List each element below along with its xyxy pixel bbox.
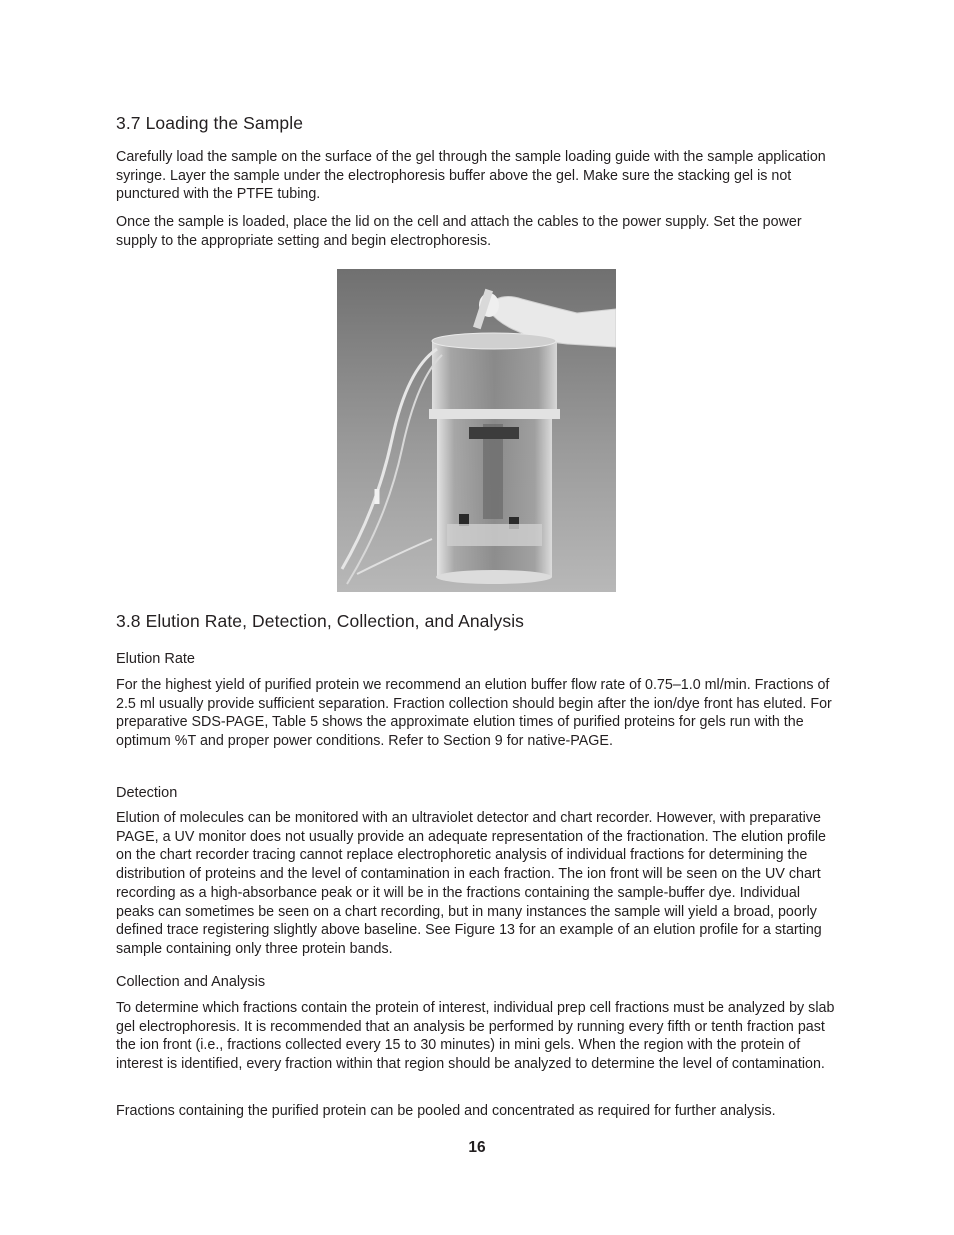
collection-analysis-paragraph-1: To determine which fractions contain the protein of interest, individual prep cell fractions must be analyzed by slab gel electrophoresis. It is recommended that an analysis be performed by running every fifth or tenth fraction past the ion front (i.e., fractions collected every 15 to 30 minutes) in mini gels. When the region with the protein of interest is identified, every fraction within that region should be analyzed to determine the level of contamination. [116, 1000, 835, 1073]
prep-cell-photo [337, 269, 616, 592]
section-3-7-heading: 3.7 Loading the Sample [116, 113, 304, 133]
section-3-8-heading: 3.8 Elution Rate, Detection, Collection, and Analysis [116, 611, 525, 631]
elution-rate-text: For the highest yield of purified protein we recommend an elution buffer flow rate of 0.75–1.0 ml/min. Fractions of 2.5 ml usually provide sufficient separation. Fraction collection should begin after the ion/dye front has eluted. For preparative SDS-PAGE, Table 5 shows the approximate elution times of purified proteins for gels run with the optimum %T and proper power conditions. Refer to Section 9 for native-PAGE. [116, 677, 832, 750]
page-number: 16 [468, 1139, 486, 1156]
section-3-7-paragraph-1: Carefully load the sample on the surface of the gel through the sample loading guide with the sample application syringe. Layer the sample under the electrophoresis buffer above the gel. Make sure the stacking gel is not punctured with the PTFE tubing. [116, 149, 826, 203]
detection-text: Elution of molecules can be monitored with an ultraviolet detector and chart recorder. However, with preparative PAGE, a UV monitor does not usually provide an adequate representation of the fractionation. The elution profile on the chart recorder tracing cannot replace electrophoretic analysis of individual fractions for determining the distribution of proteins and the level of contamination in each fraction. The ion front will be seen on the UV chart recording as a high-absorbance peak or it will be in the fractions containing the sample-buffer dye. Individual peaks can sometimes be seen on a chart recording, but in many instances the sample will yield a broad, poorly defined trace registering slightly above baseline. See Figure 13 for an example of an elution profile for a starting sample containing only three protein bands. [116, 810, 826, 957]
section-3-7-paragraph-2: Once the sample is loaded, place the lid on the cell and attach the cables to the power supply. Set the power supply to the appropriate setting and begin electrophoresis. [116, 214, 802, 249]
collection-analysis-heading: Collection and Analysis [116, 974, 266, 990]
detection-heading: Detection [116, 785, 178, 801]
collection-analysis-paragraph-2: Fractions containing the purified protein can be pooled and concentrated as required for further analysis. [116, 1103, 776, 1119]
elution-rate-heading: Elution Rate [116, 651, 195, 667]
